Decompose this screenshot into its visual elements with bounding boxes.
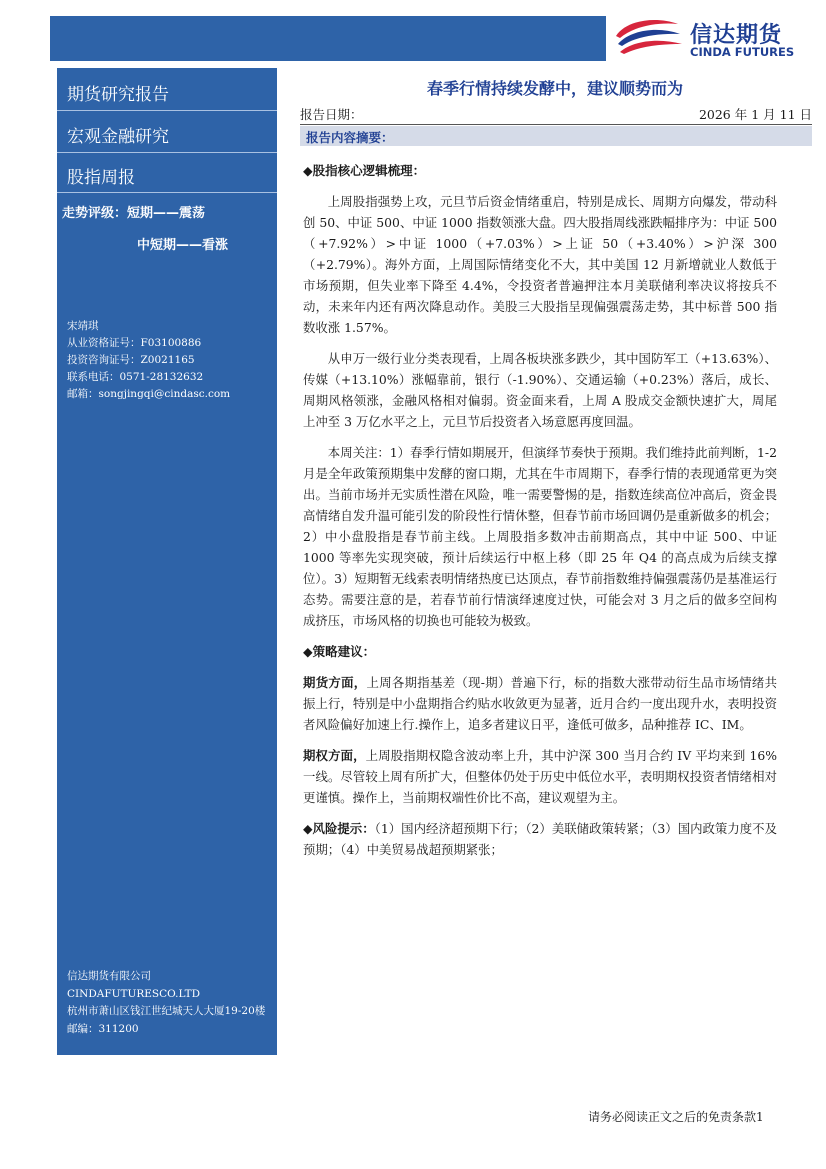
logo-text-en: CINDA FUTURES <box>690 45 795 59</box>
rating-short-value: 短期——震荡 <box>127 206 206 221</box>
report-type: 期货研究报告 <box>67 85 169 105</box>
section-heading-logic: ◆股指核心逻辑梳理： <box>303 163 426 178</box>
divider <box>57 110 277 111</box>
report-date: 2026 年 1 月 11 日 <box>698 107 812 122</box>
paragraph-weekly-focus: 本周关注：1）春季行情如期展开，但演绎节奏快于预期。我们维持此前判断，1-2 月是全年政策预期集中发酵的窗口期，尤其在牛市周期下，春季行情的表现通常更为突出。当前市场并无实质性潜在风险，唯一需要警惕的是，指数连续高位冲高后，资金畏高情绪自发升温可能引发的阶段性行情休整，但春节前市场回调仍是重新做多的机会；2）中小盘股指是春节前主线。上周股指多数冲击前期高点，其中中证 500、中证 1000 等率先实现突破，预计后续运行中枢上移（即 25 年 Q4 的高点成为后续支撑位）。3）短期暂无线索表明情绪热度已达顶点，春节前指数维持偏强震荡仍是基准运行态势。需要注意的是，若春节前行情演绎速度过快，可能会对 3 月之后的做多空间构成挤压，市场风格的切换也可能较为极致。 <box>303 445 777 628</box>
paragraph-market-review: 上周股指强势上攻，元旦节后资金情绪重启，特别是成长、周期方向爆发，带动科创 50、中证 500、中证 1000 指数领涨大盘。四大股指周线涨跌幅排序为：中证 500（+7.92%）>中证 1000（+7.03%）>上证 50（+3.40%）>沪深 300（+2.79%）。海外方面，上周国际情绪变化不大，其中美国 12 月新增就业人数低于市场预期，但失业率下降至 4.4%，令投资者普遍押注本月美联储利率决议将按兵不动，未来年内还有两次降息动作。美股三大股指呈现偏强震荡走势，其中标普 500 指数收涨 1.57%。 <box>303 194 777 335</box>
paragraph-risk <box>303 818 777 860</box>
analyst-info <box>67 318 230 403</box>
options-label: 期权方面， <box>303 748 366 763</box>
company-postcode: 邮编：311200 <box>67 1022 139 1035</box>
contact-email[interactable]: 邮箱：songjingqi@cindasc.com <box>67 388 231 400</box>
paragraph-sector-review: 从申万一级行业分类表现看，上周各板块涨多跌少，其中国防军工（+13.63%）、传媒（+13.10%）涨幅靠前，银行（-1.90%）、交通运输（+0.23%）落后，成长、周期风格领涨，金融风格相对偏弱。资金面来看，上周 A 股成交金额快速扩大，周尾上冲至 3 万亿水平之上，元旦节后投资者入场意愿再度回温。 <box>303 351 777 429</box>
rating-short-term <box>62 202 205 221</box>
analyst-name: 宋靖琪 <box>67 320 99 332</box>
divider <box>57 152 277 153</box>
report-content <box>303 160 777 860</box>
date-label: 报告日期： <box>300 107 363 122</box>
contact-phone: 联系电话：0571-28132632 <box>67 371 204 383</box>
company-name: 信达期货有限公司 <box>67 970 151 982</box>
company-info <box>67 968 272 1038</box>
rating-label: 走势评级： <box>62 206 128 221</box>
report-category: 宏观金融研究 <box>67 127 169 147</box>
report-subcategory: 股指周报 <box>67 168 135 188</box>
company-logo <box>612 14 802 62</box>
company-address: 杭州市萧山区钱江世纪城天人大厦19-20楼 <box>67 1005 266 1017</box>
divider <box>300 124 812 125</box>
section-heading-strategy: ◆策略建议： <box>303 644 376 659</box>
consulting-number: 投资咨询证号：Z0021165 <box>67 354 195 366</box>
logo-text-cn: 信达期货 <box>690 23 783 48</box>
summary-bar <box>300 126 812 146</box>
sidebar <box>57 68 277 1055</box>
paragraph-futures-strategy <box>303 672 777 735</box>
footer-disclaimer: 请务必阅读正文之后的免责条款1 <box>588 1110 764 1124</box>
qualification-number: 从业资格证号：F03100886 <box>67 337 202 349</box>
logo-mark-icon <box>612 14 684 58</box>
header-band <box>50 16 606 61</box>
risk-label: ◆风险提示： <box>303 821 375 836</box>
paragraph-options-strategy <box>303 745 777 808</box>
divider <box>57 192 277 193</box>
company-site: CINDAFUTURESCO.LTD <box>67 987 201 1000</box>
risk-text: （1）国内经济超预期下行；（2）美联储政策转紧；（3）国内政策力度不及预期；（4）中美贸易战超预期紧张； <box>303 821 777 857</box>
futures-text: 上周各期指基差（现-期）普遍下行，标的指数大涨带动衍生品市场情绪共振上行，特别是中小盘期指合约贴水收敛更为显著，近月合约一度出现升水，表明投资者风险偏好加速上行.操作上，追多者建议日平，逢低可做多，品种推荐 IC、IM。 <box>303 675 778 732</box>
page-title: 春季行情持续发酵中，建议顺势而为 <box>426 79 683 98</box>
report-date-row <box>300 105 812 123</box>
rating-mid-term: 中短期——看涨 <box>137 238 229 253</box>
options-text: 上周股指期权隐含波动率上升，其中沪深 300 当月合约 IV 平均来到 16%一线。尽管较上周有所扩大，但整体仍处于历史中低位水平，表明期权投资者情绪相对更谨慎。操作上，当前期权端性价比不高，建议观望为主。 <box>303 748 777 805</box>
summary-label: 报告内容摘要： <box>306 130 394 145</box>
futures-label: 期货方面， <box>303 675 367 690</box>
